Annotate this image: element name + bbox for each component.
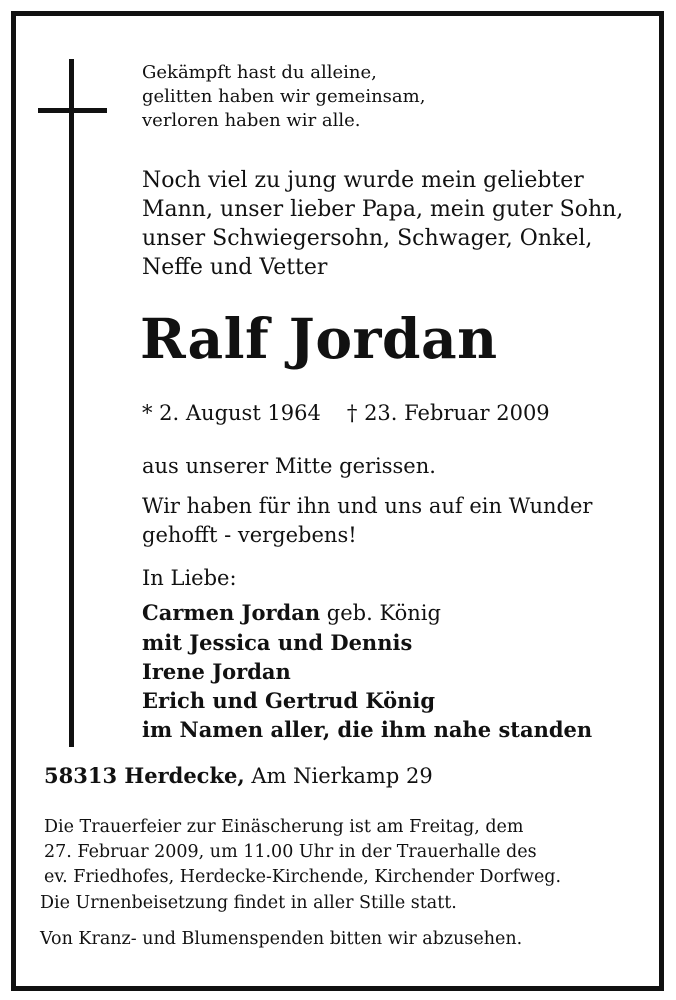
mourners-list xyxy=(142,598,592,744)
address-street: Am Nierkamp 29 xyxy=(244,764,433,788)
death-date: † 23. Februar 2009 xyxy=(346,401,550,425)
funeral-info-line: 27. Februar 2009, um 11.00 Uhr in der Trauerhalle des xyxy=(44,842,537,862)
address xyxy=(44,761,433,791)
funeral-info xyxy=(44,815,561,890)
motto-line: Gekämpft hast du alleine, xyxy=(142,62,377,83)
funeral-info-line: ev. Friedhofes, Herdecke-Kirchende, Kirchender Dorfweg. xyxy=(44,867,562,887)
wreath-note: Von Kranz- und Blumenspenden bitten wir abzusehen. xyxy=(40,929,523,949)
cross-icon-horizontal xyxy=(38,108,107,113)
mourner-others: im Namen aller, die ihm nahe standen xyxy=(142,717,593,742)
urn-note: Die Urnenbeisetzung findet in aller Stille statt. xyxy=(40,893,457,913)
mourner-irene: Irene Jordan xyxy=(142,659,291,684)
maiden-name: geb. König xyxy=(320,601,441,625)
mourner-koenig: Erich und Gertrud König xyxy=(142,688,436,713)
mourner-carmen xyxy=(142,598,592,628)
cross-icon-vertical xyxy=(69,59,74,747)
life-dates xyxy=(142,398,550,428)
hope-text xyxy=(142,492,592,550)
mourner-children: mit Jessica und Dennis xyxy=(142,630,413,655)
birth-date: * 2. August 1964 xyxy=(142,401,321,425)
deceased-name: Ralf Jordan xyxy=(140,306,498,371)
intro-line: unser Schwiegersohn, Schwager, Onkel, xyxy=(142,226,593,251)
in-love-label: In Liebe: xyxy=(142,566,237,590)
intro-line: Mann, unser lieber Papa, mein guter Sohn, xyxy=(142,197,624,222)
mourner-name: Carmen Jordan xyxy=(142,600,321,625)
intro-line: Neffe und Vetter xyxy=(142,255,328,280)
motto-line: verloren haben wir alle. xyxy=(142,110,361,131)
mitte-text: aus unserer Mitte gerissen. xyxy=(142,454,436,478)
hope-line: Wir haben für ihn und uns auf ein Wunder xyxy=(142,494,593,518)
address-city: 58313 Herdecke, xyxy=(44,763,245,788)
motto xyxy=(142,61,425,133)
intro-text xyxy=(142,166,623,282)
hope-line: gehofft - vergebens! xyxy=(142,523,357,547)
funeral-info-line: Die Trauerfeier zur Einäscherung ist am Freitag, dem xyxy=(44,817,524,837)
intro-line: Noch viel zu jung wurde mein geliebter xyxy=(142,168,584,193)
motto-line: gelitten haben wir gemeinsam, xyxy=(142,86,426,107)
